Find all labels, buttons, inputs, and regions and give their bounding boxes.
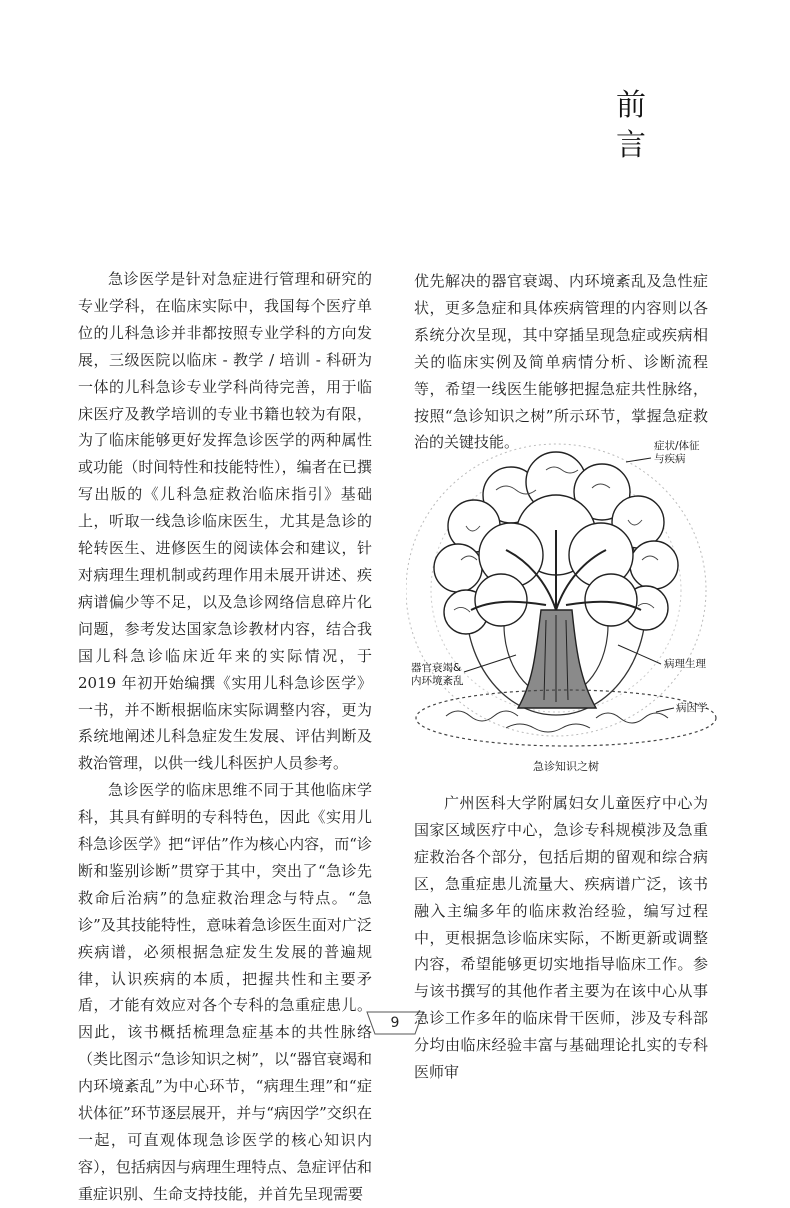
label-organ-line2: 内环境紊乱 xyxy=(411,675,464,687)
label-organ-line1: 器官衰竭& xyxy=(411,662,462,674)
paragraph-clinical-thinking: 急诊医学的临床思维不同于其他临床学科，其具有鲜明的专科特色，因此《实用儿科急诊医学》把“评估”作为核心内容，而“诊断和鉴别诊断”贯穿于其中，突出了“急诊先救命后治病”的急症救治理念与特点。“急诊”及其技能特性，意味着急诊医生面对广泛疾病谱，必须根据急症发生发展的普遍规律，认识疾病的本质，把握共性和主要矛盾，才能有效应对各个专科的急重症患儿。因此，该书概括梳理急症基本的共性脉络（类比图示“急诊知识之树”，以“器官衰竭和内环境紊乱”为中心环节，“病理生理”和“症状体征”环节逐层展开，并与“病因学”交织在一起，可直观体现急诊医学的核心知识内容），包括病因与病理生理特点、急症评估和重症识别、生命支持技能，并首先呈现需要 xyxy=(78,781,372,1203)
paragraph-intro: 急诊医学是针对急症进行管理和研究的专业学科，在临床实际中，我国每个医疗单位的儿科急诊并非都按照专业学科的方向发展，三级医院以临床 - 教学 / 培训 - 科研为一体的儿科急诊专业学科尚待完善，用于临床医疗及教学培训的专业书籍也较为有限，为了临床能够更好发挥急诊医学的两种属性或功能（时间特性和技能特性），编者在已撰写出版的《儿科急症救治临床指引》基础上，听取一线急诊临床医生，尤其是急诊的轮转医生、进修医生的阅读体会和建议，针对病理生理机制或药理作用未展开讲述、疾病谱偏少等不足，以及急诊网络信息碎片化问题，参考发达国家急诊教材内容，结合我国儿科急诊临床近年来的实际情况，于 2019 年初开始编撰《实用儿科急诊医学》一书，并不断根据临床实际调整内容，更为系统地阐述儿科急症发生发展、评估判断及救治管理，以供一线儿科医护人员参考。 xyxy=(78,270,372,773)
label-organ-failure xyxy=(411,662,464,688)
page-number xyxy=(365,1010,425,1036)
page-title: 前 言 xyxy=(616,88,756,163)
paragraph-center: 广州医科大学附属妇女儿童医疗中心为国家区域医疗中心，急诊专科规模涉及急重症救治各个部分，包括后期的留观和综合病区，急重症患儿流量大、疾病谱广泛，该书融入主编多年的临床救治经验，编写过程中，更根据急诊临床实际，不断更新或调整内容，希望能够更切实地指导临床工作。参与该书撰写的其他作者主要为在该中心从事急诊工作多年的临床骨干医师，涉及专科部分均由临床经验丰富与基础理论扎实的专科医师审 xyxy=(414,794,708,1082)
label-symptom-disease xyxy=(654,440,700,466)
right-column-top xyxy=(414,268,708,456)
right-column-bottom xyxy=(414,790,708,1086)
paragraph-continuation: 优先解决的器官衰竭、内环境紊乱及急性症状，更多急症和具体疾病管理的内容则以各系统分次呈现，其中穿插呈现急症或疾病相关的临床实例及简单病情分析、诊断流程等，希望一线医生能够把握急症共性脉络，按照“急诊知识之树”所示环节，掌握急症救治的关键技能。 xyxy=(414,272,708,452)
knowledge-tree-figure xyxy=(406,440,726,780)
figure-caption: 急诊知识之树 xyxy=(533,760,599,773)
left-column xyxy=(78,266,372,1208)
label-symptom-line1: 症状/体征 xyxy=(654,440,700,452)
label-etiology: 病因学 xyxy=(676,702,708,714)
label-symptom-line2: 与疾病 xyxy=(654,453,686,465)
page-number-text: 9 xyxy=(390,1015,400,1031)
label-pathophysiology: 病理生理 xyxy=(664,658,706,670)
